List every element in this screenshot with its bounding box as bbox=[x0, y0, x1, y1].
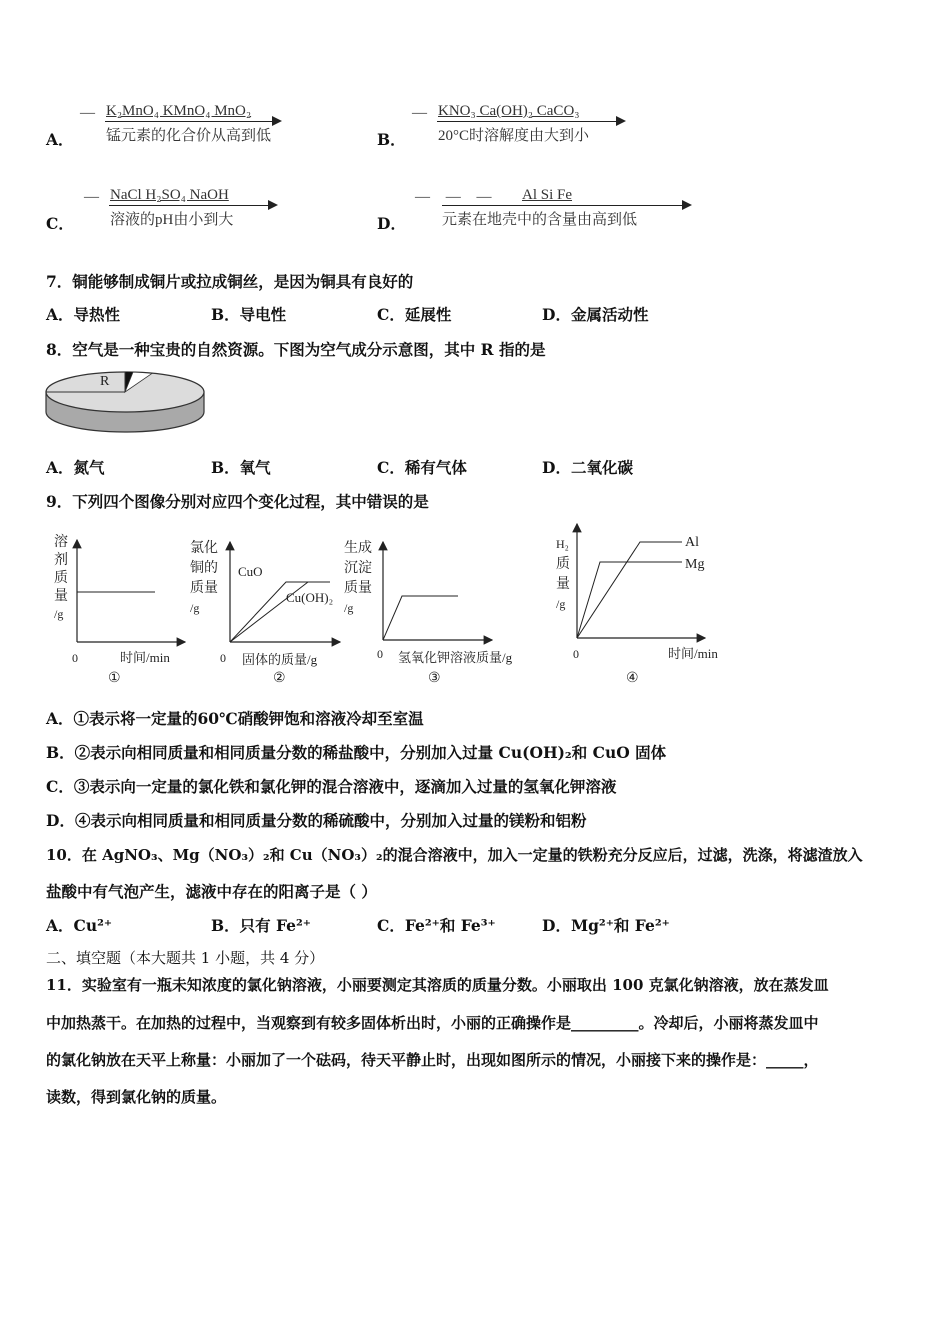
y-label: 剂 bbox=[54, 553, 68, 568]
question-11-line: 中加热蒸干。在加热的过程中，当观察到有较多固体析出时，小丽的正确操作是_________。冷却后，小丽将蒸发皿中 bbox=[46, 1014, 819, 1032]
y-label: H₂ bbox=[556, 537, 569, 551]
graph-4 bbox=[556, 524, 718, 686]
order-caption: 元素在地壳中的含量由高到低 bbox=[442, 212, 638, 228]
option-letter: B． bbox=[377, 130, 406, 149]
four-graphs-figure bbox=[40, 520, 730, 692]
option-letter: A． bbox=[46, 130, 74, 149]
section-title: 二、填空题（本大题共 1 小题，共 4 分） bbox=[46, 949, 325, 967]
option-letter: D． bbox=[377, 214, 406, 233]
y-label: /g bbox=[344, 601, 354, 615]
graph-number: ③ bbox=[428, 671, 441, 686]
option-b[interactable]: B．氧气 bbox=[211, 458, 271, 477]
arrow-line bbox=[437, 121, 617, 122]
line-label: CuO bbox=[238, 564, 263, 579]
option-b[interactable]: B．②表示向相同质量和相同质量分数的稀盐酸中，分别加入过量 Cu(OH)₂和 CuO 固体 bbox=[46, 743, 667, 762]
y-label: /g bbox=[190, 601, 200, 615]
order-items: NaCl H₂SO₄ NaOH bbox=[110, 187, 229, 203]
order-caption: 溶液的pH由小到大 bbox=[110, 212, 234, 228]
dash-mark: — bbox=[412, 105, 427, 121]
graph-number: ① bbox=[108, 671, 121, 686]
origin: 0 bbox=[573, 647, 579, 661]
y-label: 质 bbox=[556, 557, 570, 572]
option-a[interactable]: A．Cu²⁺ bbox=[46, 916, 113, 935]
y-label: 质 bbox=[54, 571, 68, 586]
y-label: 沉淀 bbox=[344, 561, 372, 576]
order-items: K₂MnO₄ KMnO₄ MnO₂ bbox=[106, 103, 252, 119]
line-label: Cu(OH)₂ bbox=[286, 590, 334, 605]
order-items: Al Si Fe bbox=[522, 187, 573, 203]
option-d[interactable]: D．Mg²⁺和 Fe²⁺ bbox=[542, 916, 670, 935]
question-11-line: 读数，得到氯化钠的质量。 bbox=[46, 1088, 227, 1106]
question-11-line: 11．实验室有一瓶未知浓度的氯化钠溶液，小丽要测定其溶质的质量分数。小丽取出 100 克氯化钠溶液，放在蒸发皿 bbox=[46, 976, 829, 994]
question-8-stem: 8．空气是一种宝贵的自然资源。下图为空气成分示意图，其中 R 指的是 bbox=[46, 340, 546, 359]
air-composition-pie-figure bbox=[42, 364, 208, 444]
option-b[interactable]: B．只有 Fe²⁺ bbox=[211, 916, 311, 935]
option-a[interactable]: A．氮气 bbox=[46, 458, 105, 477]
origin: 0 bbox=[220, 651, 226, 665]
y-label: /g bbox=[54, 607, 64, 621]
dash-mark: — — — bbox=[415, 189, 498, 205]
arrow-head-icon bbox=[616, 116, 626, 126]
data-line-al bbox=[577, 542, 682, 638]
option-c[interactable]: C．③表示向一定量的氯化铁和氯化钾的混合溶液中，逐滴加入过量的氢氧化钾溶液 bbox=[46, 777, 617, 796]
y-label: 生成 bbox=[344, 541, 372, 556]
option-d[interactable]: D．二氧化碳 bbox=[542, 458, 633, 477]
data-line bbox=[383, 596, 458, 640]
y-label: 溶 bbox=[54, 535, 68, 550]
option-d[interactable]: D．金属活动性 bbox=[542, 305, 649, 324]
dash-mark: — bbox=[80, 105, 95, 121]
x-label: 氢氧化钾溶液质量/g bbox=[398, 650, 513, 665]
option-c[interactable]: C．延展性 bbox=[377, 305, 452, 324]
graph-1 bbox=[54, 533, 185, 686]
y-label: /g bbox=[556, 597, 566, 611]
data-line-mg bbox=[577, 562, 682, 638]
option-a[interactable]: A．①表示将一定量的60℃硝酸钾饱和溶液冷却至室温 bbox=[46, 709, 424, 728]
y-label: 质量 bbox=[190, 581, 218, 596]
option-c[interactable]: C．稀有气体 bbox=[377, 458, 467, 477]
x-label: 时间/min bbox=[668, 646, 718, 661]
option-d[interactable]: D．④表示向相同质量和相同质量分数的稀硫酸中，分别加入过量的镁粉和铝粉 bbox=[46, 811, 587, 830]
question-7-stem: 7．铜能够制成铜片或拉成铜丝，是因为铜具有良好的 bbox=[46, 272, 414, 291]
question-10-stem: 10．在 AgNO₃、Mg（NO₃）₂和 Cu（NO₃）₂的混合溶液中，加入一定量的铁粉充分反应后，过滤，洗涤，将滤渣放入 bbox=[46, 846, 863, 864]
x-label: 固体的质量/g bbox=[242, 652, 318, 667]
y-label: 铜的 bbox=[190, 561, 218, 576]
y-label: 质量 bbox=[344, 581, 372, 596]
order-caption: 锰元素的化合价从高到低 bbox=[106, 128, 272, 144]
arrow-head-icon bbox=[682, 200, 692, 210]
question-10-stem-cont: 盐酸中有气泡产生，滤液中存在的阳离子是（ ） bbox=[46, 882, 377, 901]
arrow-line bbox=[109, 205, 269, 206]
order-items: KNO₃ Ca(OH)₂ CaCO₃ bbox=[438, 103, 580, 119]
line-label: Mg bbox=[685, 557, 705, 572]
option-letter: C． bbox=[46, 214, 74, 233]
y-label: 量 bbox=[556, 577, 570, 592]
graph-2 bbox=[190, 540, 340, 686]
y-label: 氯化 bbox=[190, 541, 218, 556]
graph-number: ② bbox=[273, 671, 286, 686]
x-label: 时间/min bbox=[120, 650, 170, 665]
line-label: Al bbox=[685, 535, 699, 550]
y-label: 量 bbox=[54, 589, 68, 604]
arrow-head-icon bbox=[272, 116, 282, 126]
option-b[interactable]: B．导电性 bbox=[211, 305, 287, 324]
option-c[interactable]: C．Fe²⁺和 Fe³⁺ bbox=[377, 916, 496, 935]
dash-mark: — bbox=[84, 189, 99, 205]
graph-3 bbox=[344, 539, 513, 686]
origin: 0 bbox=[377, 647, 383, 661]
arrow-head-icon bbox=[268, 200, 278, 210]
graph-number: ④ bbox=[626, 671, 639, 686]
question-9-stem: 9．下列四个图像分别对应四个变化过程，其中错误的是 bbox=[46, 492, 429, 511]
arrow-line bbox=[442, 205, 682, 206]
question-11-line: 的氯化钠放在天平上称量：小丽加了一个砝码，待天平静止时，出现如图所示的情况，小丽接下来的操作是：_____， bbox=[46, 1051, 819, 1069]
order-caption: 20°C时溶解度由大到小 bbox=[438, 128, 590, 144]
arrow-line bbox=[105, 121, 273, 122]
option-a[interactable]: A．导热性 bbox=[46, 305, 121, 324]
origin: 0 bbox=[72, 651, 78, 665]
pie-label-r: R bbox=[100, 374, 110, 389]
